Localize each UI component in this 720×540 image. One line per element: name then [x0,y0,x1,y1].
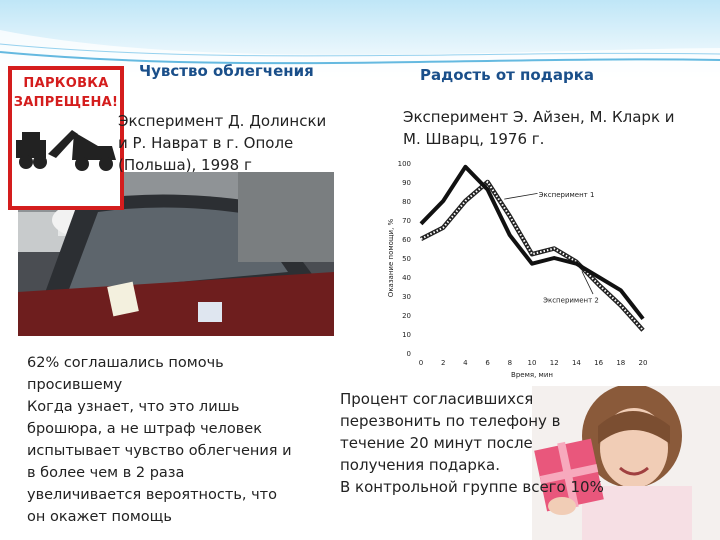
x-tick-label: 8 [507,359,513,367]
series-2-label: Эксперимент 2 [543,296,599,305]
y-axis-label: Оказание помощи, % [387,218,395,298]
left-heading: Чувство облегчения [139,62,314,80]
no-parking-sign [8,66,124,210]
y-tick-label: 0 [406,350,411,358]
sign-line-1: ПАРКОВКА [23,76,109,91]
y-tick-label: 60 [402,236,411,244]
right-heading: Радость от подарка [420,66,594,84]
x-tick-label: 0 [418,359,424,367]
y-tick-label: 10 [402,331,411,339]
y-tick-label: 70 [402,217,411,225]
right-experiment: Эксперимент Э. Айзен, М. Кларк и М. Шварц, 1976 г. [403,108,675,148]
x-tick-label: 10 [527,359,537,367]
right-result: Процент согласившихся перезвонить по телефону в течение 20 минут после получения подарка. В контрольной группе всего 10% [340,390,604,496]
helping-chart [385,155,655,385]
x-tick-label: 16 [594,359,604,367]
x-axis-label: Время, мин [511,371,553,379]
left-result: 62% соглашались помочь просившему Когда узнает, что это лишь брошюра, а не штраф человек испытывает чувство облегчения и в более чем в 2 раза увеличивается вероятность, что он окажет помощь [27,355,292,525]
x-tick-label: 6 [485,359,490,367]
x-tick-label: 2 [440,359,446,367]
sign-line-2: ЗАПРЕЩЕНА! [13,95,119,110]
series-1-callout [504,193,537,199]
x-tick-label: 14 [571,359,581,367]
y-tick-label: 30 [402,293,411,301]
tow-truck-icon [12,116,120,176]
y-tick-label: 80 [402,198,411,206]
x-tick-label: 4 [463,359,468,367]
series-1-label: Эксперимент 1 [538,191,595,200]
x-tick-label: 12 [549,359,559,367]
y-tick-label: 100 [397,160,411,168]
y-tick-label: 20 [402,312,411,320]
y-tick-label: 50 [402,255,411,263]
y-tick-label: 90 [402,179,411,187]
left-experiment: Эксперимент Д. Долински и Р. Наврат в г. Ополе (Польша), 1998 г [118,112,327,174]
series-2-line [421,182,643,330]
x-tick-label: 18 [616,359,626,367]
x-tick-label: 20 [638,359,648,367]
y-tick-label: 40 [402,274,411,282]
